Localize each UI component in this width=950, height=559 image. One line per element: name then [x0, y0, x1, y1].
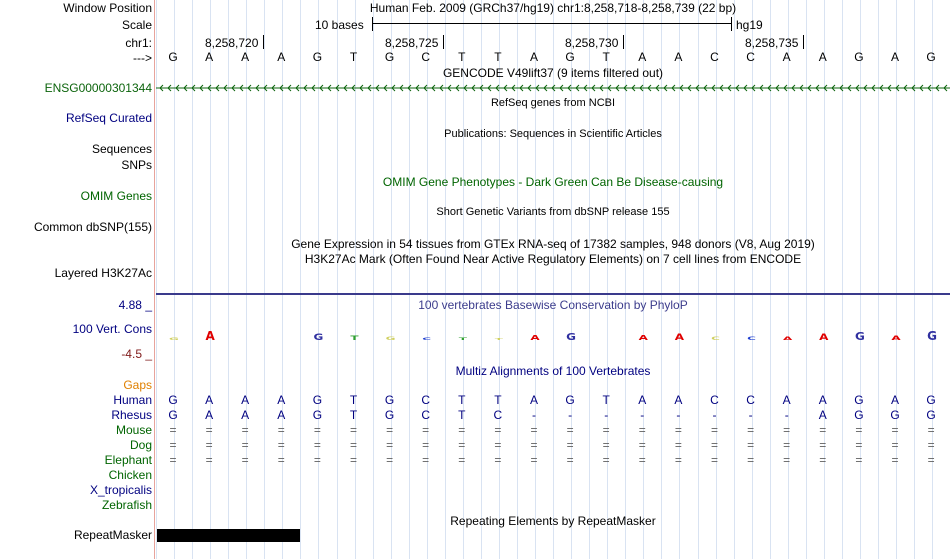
match-base: = [891, 453, 899, 467]
rhesus-base: - [784, 408, 789, 422]
dbsnp-label[interactable]: Common dbSNP(155) [33, 220, 152, 234]
phylop-glyph: C [747, 336, 757, 342]
sequence-base: G [312, 50, 323, 64]
match-base: = [169, 438, 177, 452]
scale-bar-left [372, 17, 373, 31]
match-base: = [927, 453, 935, 467]
coord-tick [443, 35, 444, 49]
human-base: A [782, 393, 791, 407]
sequence-base: G [384, 50, 395, 64]
match-base: = [819, 453, 827, 467]
gene-label[interactable]: ENSG00000301344 [44, 81, 152, 95]
phylop-glyph: G [385, 336, 396, 342]
human-base: C [421, 393, 431, 407]
coord-tick [263, 35, 264, 49]
match-base: = [747, 423, 755, 437]
cons-title: 100 vertebrates Basewise Conservation by PhyloP [418, 298, 688, 312]
match-base: = [819, 423, 827, 437]
rhesus-base: - [676, 408, 681, 422]
phylop-glyph: A [819, 332, 829, 343]
species-label[interactable]: Chicken [108, 468, 152, 482]
sequence-base: A [782, 50, 791, 64]
strand-label: ---> [133, 51, 152, 65]
sequence-base: G [854, 50, 864, 64]
species-label[interactable]: Dog [129, 438, 152, 452]
phylop-glyph: T [350, 334, 359, 342]
sequence-base: A [277, 50, 286, 64]
match-base: = [494, 423, 502, 437]
rhesus-base: G [312, 408, 323, 422]
phylop-glyph: A [783, 336, 793, 342]
h3k-label[interactable]: Layered H3K27Ac [54, 266, 152, 280]
gaps-label: Gaps [123, 378, 152, 392]
rhesus-base: - [640, 408, 645, 422]
refseq-title: RefSeq genes from NCBI [490, 97, 616, 109]
match-base: = [313, 453, 321, 467]
sequence-base: A [529, 50, 538, 64]
match-base: = [494, 438, 502, 452]
human-base: A [638, 393, 647, 407]
species-label[interactable]: Elephant [104, 453, 152, 467]
rhesus-base: G [854, 408, 864, 422]
match-base: = [891, 423, 899, 437]
match-base: = [277, 438, 285, 452]
match-base: = [783, 438, 791, 452]
dbsnp-title: Short Genetic Variants from dbSNP release 155 [436, 206, 670, 218]
match-base: = [783, 453, 791, 467]
human-base: A [241, 393, 250, 407]
match-base: = [674, 423, 682, 437]
human-base: G [565, 393, 575, 407]
rhesus-base: T [349, 408, 358, 422]
sequence-base: T [349, 50, 358, 64]
match-base: = [566, 423, 574, 437]
sequence-base: T [494, 50, 502, 64]
match-base: = [458, 423, 466, 437]
phylop-glyph: G [169, 337, 179, 342]
match-base: = [386, 438, 394, 452]
human-base: C [746, 393, 755, 407]
gene-model[interactable] [156, 82, 950, 94]
rhesus-base: - [568, 408, 573, 422]
phylop-glyph: G [566, 331, 577, 343]
match-base: = [819, 438, 827, 452]
match-base: = [386, 453, 394, 467]
rhesus-base: - [604, 408, 609, 422]
phylop-glyph: G [927, 329, 938, 343]
rhesus-base: T [458, 408, 466, 422]
match-base: = [205, 453, 213, 467]
match-base: = [710, 438, 718, 452]
match-base: = [927, 438, 935, 452]
species-label[interactable]: Human [113, 393, 152, 407]
species-label[interactable]: Rhesus [111, 408, 152, 422]
refseq-label[interactable]: RefSeq Curated [65, 111, 152, 125]
rhesus-base: G [384, 408, 395, 422]
match-base: = [710, 423, 718, 437]
coord-label: 8,258,735 [745, 36, 799, 50]
phylop-glyph: A [530, 334, 540, 343]
match-base: = [855, 438, 863, 452]
match-base: = [422, 423, 430, 437]
sequence-base: T [458, 50, 466, 64]
scale-bar-right [731, 17, 732, 31]
match-base: = [205, 423, 213, 437]
gencode-title: GENCODE V49lift37 (9 items filtered out) [442, 66, 664, 80]
cons-label[interactable]: 100 Vert. Cons [72, 322, 152, 336]
sequence-base: G [168, 50, 178, 64]
scale-label: Scale [121, 18, 152, 32]
match-base: = [602, 453, 610, 467]
phylop-glyphs [156, 326, 950, 352]
match-base: = [386, 423, 394, 437]
match-base: = [349, 438, 357, 452]
repeat-title: Repeating Elements by RepeatMasker [450, 514, 656, 528]
match-base: = [458, 453, 466, 467]
human-base: G [854, 393, 864, 407]
match-base: = [422, 438, 430, 452]
window-position-text: Human Feb. 2009 (GRCh37/hg19) chr1:8,258,718-8,258,739 (22 bp) [369, 1, 737, 15]
h3k-title: H3K27Ac Mark (Often Found Near Active Regulatory Elements) on 7 cell lines from ENCODE [304, 252, 802, 266]
phylop-glyph: G [854, 329, 865, 343]
sequence-base: C [710, 50, 719, 64]
match-base: = [566, 453, 574, 467]
human-base: G [926, 393, 936, 407]
match-base: = [277, 453, 285, 467]
match-base: = [747, 453, 755, 467]
match-base: = [602, 423, 610, 437]
sequence-base: G [565, 50, 575, 64]
match-base: = [530, 423, 538, 437]
match-base: = [891, 438, 899, 452]
rhesus-base: C [421, 408, 431, 422]
match-base: = [927, 423, 935, 437]
coord-label: 8,258,730 [565, 36, 619, 50]
rhesus-base: A [241, 408, 250, 422]
match-base: = [674, 438, 682, 452]
repeat-label[interactable]: RepeatMasker [73, 528, 152, 542]
rhesus-base: - [748, 408, 753, 422]
human-base: A [818, 393, 827, 407]
species-label[interactable]: Mouse [115, 423, 152, 437]
match-base: = [638, 438, 646, 452]
match-base: = [566, 438, 574, 452]
phylop-glyph: C [711, 336, 720, 342]
match-base: = [313, 438, 321, 452]
pubs-title: Publications: Sequences in Scientific Articles [444, 128, 662, 140]
repeat-element-bar[interactable] [157, 529, 300, 542]
human-base: C [710, 393, 719, 407]
match-base: = [530, 453, 538, 467]
human-base: T [602, 393, 610, 407]
match-base: = [241, 453, 249, 467]
match-base: = [277, 423, 285, 437]
omim-label[interactable]: OMIM Genes [80, 189, 152, 203]
match-base: = [169, 423, 177, 437]
coord-tick [623, 35, 624, 49]
phylop-glyph: T [494, 338, 503, 341]
human-base: A [674, 393, 683, 407]
label-divider [154, 0, 155, 559]
sequence-base: A [205, 50, 214, 64]
match-base: = [747, 438, 755, 452]
rhesus-base: G [168, 408, 178, 422]
match-base: = [855, 423, 863, 437]
window-position-label: Window Position [63, 1, 152, 15]
human-base: G [168, 393, 178, 407]
sequence-base: A [818, 50, 827, 64]
human-base: A [529, 393, 538, 407]
match-base: = [638, 423, 646, 437]
human-base: A [890, 393, 899, 407]
rhesus-base: G [890, 408, 900, 422]
human-base: G [384, 393, 395, 407]
coord-label: 8,258,725 [385, 36, 439, 50]
rhesus-base: G [926, 408, 936, 422]
phylop-glyph: A [674, 332, 685, 343]
snps-label[interactable]: SNPs [121, 158, 152, 172]
rhesus-base: A [277, 408, 286, 422]
human-base: T [349, 393, 358, 407]
match-base: = [349, 453, 357, 467]
rhesus-base: A [205, 408, 214, 422]
match-base: = [458, 438, 466, 452]
species-label[interactable]: X_tropicalis [89, 483, 152, 497]
sequence-base: A [638, 50, 647, 64]
match-base: = [710, 453, 718, 467]
match-base: = [241, 423, 249, 437]
species-label[interactable]: Zebrafish [101, 498, 152, 512]
match-base: = [530, 438, 538, 452]
conservation-topline [156, 293, 950, 295]
sequence-base: A [674, 50, 683, 64]
rhesus-base: - [712, 408, 717, 422]
phylop-glyph: A [638, 334, 648, 343]
cons-min: -4.5 _ [121, 347, 152, 361]
match-base: = [241, 438, 249, 452]
sequence-base: C [746, 50, 755, 64]
phylop-glyph: A [891, 334, 901, 342]
scale-text: 10 bases [315, 18, 364, 32]
match-base: = [422, 453, 430, 467]
phylop-glyph: C [422, 337, 432, 342]
sequence-base: A [890, 50, 899, 64]
human-base: A [277, 393, 286, 407]
human-base: G [312, 393, 323, 407]
chrom-label: chr1: [125, 36, 152, 50]
rhesus-base: C [493, 408, 503, 422]
human-base: T [494, 393, 502, 407]
match-base: = [855, 453, 863, 467]
rhesus-base: A [818, 408, 827, 422]
match-base: = [638, 453, 646, 467]
human-base: T [458, 393, 466, 407]
rhesus-base: - [532, 408, 536, 422]
match-base: = [313, 423, 321, 437]
gtex-title: Gene Expression in 54 tissues from GTEx RNA-seq of 17382 samples, 948 donors (V8, Aug 2019) [291, 237, 815, 251]
phylop-glyph: T [458, 337, 467, 342]
cons-max: 4.88 _ [118, 298, 152, 312]
match-base: = [783, 423, 791, 437]
omim-title: OMIM Gene Phenotypes - Dark Green Can Be Disease-causing [382, 175, 724, 189]
phylop-glyph: A [205, 329, 215, 343]
scale-bar [372, 23, 732, 24]
coord-tick [803, 35, 804, 49]
match-base: = [205, 438, 213, 452]
match-base: = [494, 453, 502, 467]
multiz-title: Multiz Alignments of 100 Vertebrates [455, 364, 651, 378]
sequences-label[interactable]: Sequences [91, 142, 152, 156]
sequence-base: A [241, 50, 250, 64]
assembly-label: hg19 [736, 18, 763, 32]
match-base: = [349, 423, 357, 437]
human-base: A [205, 393, 214, 407]
sequence-base: T [602, 50, 610, 64]
coord-label: 8,258,720 [205, 36, 259, 50]
match-base: = [602, 438, 610, 452]
match-base: = [674, 453, 682, 467]
sequence-base: G [926, 50, 936, 64]
match-base: = [169, 453, 177, 467]
sequence-base: C [421, 50, 431, 64]
phylop-glyph: G [313, 332, 324, 343]
